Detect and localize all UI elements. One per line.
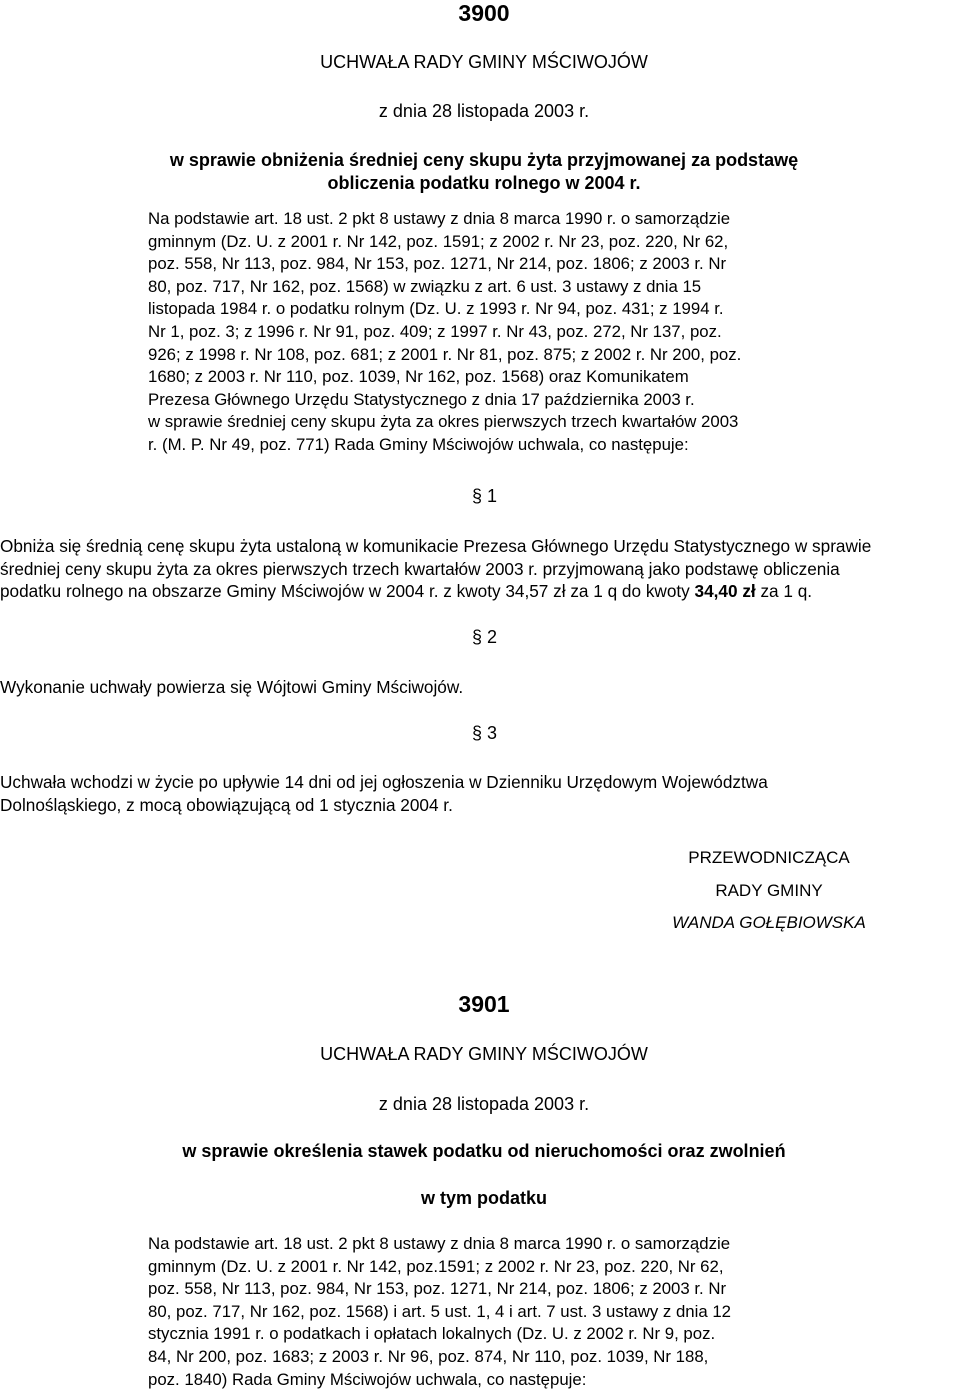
preamble-line: poz. 1840) Rada Gminy Mściwojów uchwala, co następuje:: [148, 1369, 587, 1389]
preamble-line: poz. 558, Nr 113, poz. 984, Nr 153, poz. 1271, Nr 214, poz. 1806; z 2003 r. Nr: [148, 1279, 727, 1299]
preamble-line: 84, Nr 200, poz. 1683; z 2003 r. Nr 96, poz. 874, Nr 110, poz. 1039, Nr 188,: [148, 1346, 709, 1366]
resolution-number: 3901: [458, 991, 510, 1017]
resolution-date: z dnia 28 listopada 2003 r.: [378, 101, 590, 121]
preamble-line: stycznia 1991 r. o podatkach i opłatach lokalnych (Dz. U. z 2002 r. Nr 9, poz.: [148, 1324, 716, 1344]
section-1-label: § 1: [472, 486, 498, 506]
section-1-line: Obniża się średnią cenę skupu żyta ustaloną w komunikacie Prezesa Głównego Urzędu Statystycznego w sprawie: [0, 536, 872, 556]
section-1-text: [0, 535, 871, 603]
section-2-text: Wykonanie uchwały powierza się Wójtowi Gminy Mściwojów.: [0, 677, 464, 697]
preamble-line: 80, poz. 717, Nr 162, poz. 1568) i art. 5 ust. 1, 4 i art. 7 ust. 3 ustawy z dnia 12: [148, 1301, 732, 1321]
preamble-line: Na podstawie art. 18 ust. 2 pkt 8 ustawy z dnia 8 marca 1990 r. o samorządzie: [148, 209, 731, 228]
preamble-line: r. (M. P. Nr 49, poz. 771) Rada Gminy Mściwojów uchwala, co następuje:: [148, 434, 689, 454]
resolution-subject-line-1: w sprawie obniżenia średniej ceny skupu żyta przyjmowanej za podstawę: [169, 150, 799, 170]
preamble-line: Na podstawie art. 18 ust. 2 pkt 8 ustawy z dnia 8 marca 1990 r. o samorządzie: [148, 1234, 731, 1253]
resolution-subject-line-2: w tym podatku: [420, 1188, 547, 1208]
new-price: 34,40 zł: [694, 581, 756, 601]
section-3-label: § 3: [472, 723, 498, 743]
preamble-line: listopada 1984 r. o podatku rolnym (Dz. U. z 1993 r. Nr 94, poz. 431; z 1994 r.: [148, 299, 724, 319]
resolution-title: UCHWAŁA RADY GMINY MŚCIWOJÓW: [320, 1044, 648, 1064]
preamble-line: Prezesa Głównego Urzędu Statystycznego z dnia 17 października 2003 r.: [148, 389, 695, 409]
section-1-line: średniej ceny skupu żyta za okres pierwszych trzech kwartałów 2003 r. przyjmowaną jako podstawę obliczenia: [0, 558, 840, 579]
resolution-date: z dnia 28 listopada 2003 r.: [378, 1094, 590, 1114]
resolution-subject-line-2: obliczenia podatku rolnego w 2004 r.: [327, 173, 641, 193]
resolution-title: UCHWAŁA RADY GMINY MŚCIWOJÓW: [320, 52, 648, 72]
resolution-preamble: [148, 1233, 731, 1391]
section-1-line-last: podatku rolnego na obszarze Gminy Mściwojów w 2004 r. z kwoty 34,57 zł za 1 q do kwoty 34,40 zł za 1 q.: [0, 581, 813, 601]
section-2-label: § 2: [472, 627, 498, 647]
signature-body: RADY GMINY: [715, 881, 823, 900]
signature-name: WANDA GOŁĘBIOWSKA: [672, 913, 866, 932]
section-3-line: Uchwała wchodzi w życie po upływie 14 dni od jej ogłoszenia w Dzienniku Urzędowym Województwa: [0, 772, 768, 792]
preamble-line: poz. 558, Nr 113, poz. 984, Nr 153, poz. 1271, Nr 214, poz. 1806; z 2003 r. Nr: [148, 254, 727, 274]
preamble-line: gminnym (Dz. U. z 2001 r. Nr 142, poz.1591; z 2002 r. Nr 23, poz. 220, Nr 62,: [148, 1256, 724, 1276]
section-3-text: [0, 771, 768, 816]
preamble-line: 926; z 1998 r. Nr 108, poz. 681; z 2001 r. Nr 81, poz. 875; z 2002 r. Nr 200, poz.: [148, 344, 742, 364]
resolution-number: 3900: [458, 0, 510, 26]
signature-role: PRZEWODNICZĄCA: [688, 848, 850, 867]
resolution-preamble: [148, 208, 741, 457]
preamble-line: 80, poz. 717, Nr 162, poz. 1568) w związku z art. 6 ust. 3 ustawy z dnia 15: [148, 276, 702, 296]
preamble-line: w sprawie średniej ceny skupu żyta za okres pierwszych trzech kwartałów 2003: [148, 412, 739, 432]
section-3-line: Dolnośląskiego, z mocą obowiązującą od 1 stycznia 2004 r.: [0, 794, 453, 815]
preamble-line: Nr 1, poz. 3; z 1996 r. Nr 91, poz. 409; z 1997 r. Nr 43, poz. 272, Nr 137, poz.: [148, 321, 722, 341]
preamble-line: gminnym (Dz. U. z 2001 r. Nr 142, poz. 1591; z 2002 r. Nr 23, poz. 220, Nr 62,: [148, 231, 729, 251]
resolution-subject-line-1: w sprawie określenia stawek podatku od nieruchomości oraz zwolnień: [182, 1141, 786, 1161]
preamble-line: 1680; z 2003 r. Nr 110, poz. 1039, Nr 162, poz. 1568) oraz Komunikatem: [148, 367, 689, 387]
